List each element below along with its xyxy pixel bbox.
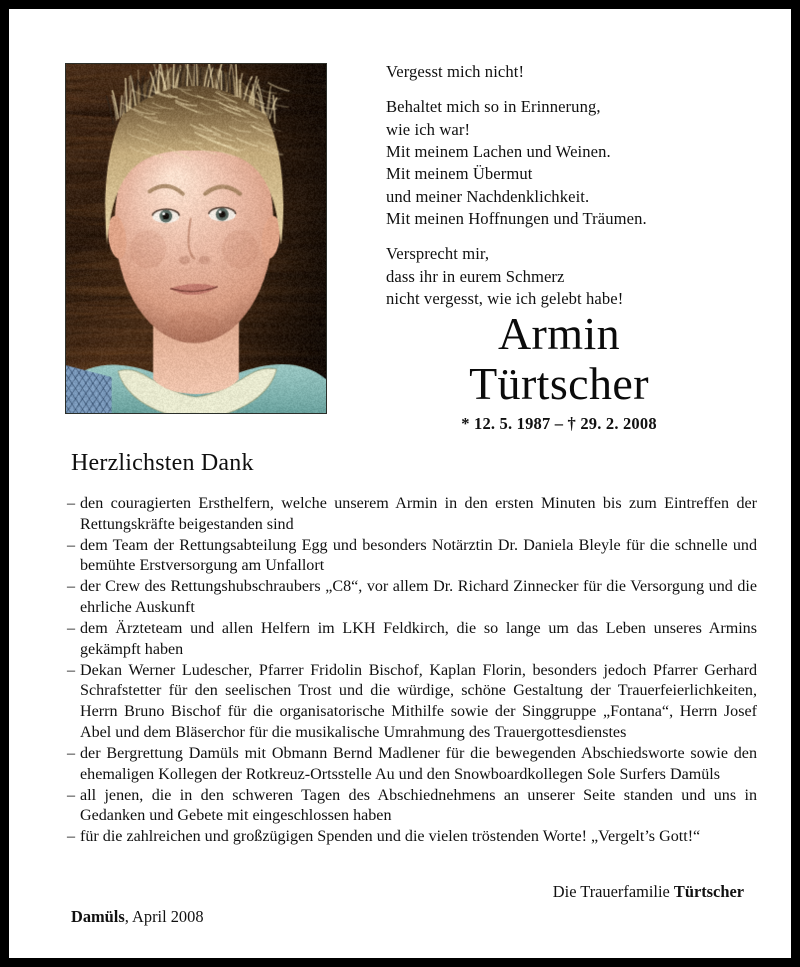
obituary-card [9, 9, 791, 958]
poem-line: nicht vergesst, wie ich gelebt habe! [386, 288, 624, 308]
thanks-list-item: – den couragierten Ersthelfern, welche unserem Armin in den ersten Minuten bis zum Eintreffen der Rettungskräfte beigestanden sind [67, 494, 757, 536]
thanks-list-item: – dem Team der Rettungsabteilung Egg und besonders Notärztin Dr. Daniela Bleyle für die schnelle und bemühte Erstversorgung am Unfallort [67, 536, 757, 578]
thanks-list-item: – für die zahlreichen und großzügigen Spenden und die vielen tröstenden Worte! „Vergelt’s Gott!“ [67, 827, 757, 848]
thanks-heading: Herzlichsten Dank [71, 450, 254, 476]
thanks-list-item: – der Bergrettung Damüls mit Obmann Bernd Madlener für die bewegenden Abschiedsworte sowie den ehemaligen Kollegen der Rotkreuz-Ortsstelle Au und den Snowboardkollegen Sole Surfers Damüls [67, 744, 757, 786]
place-date-separator: , [124, 907, 133, 926]
signature-line [553, 882, 744, 902]
deceased-last-name: Türtscher [469, 357, 649, 409]
deceased-life-dates: * 12. 5. 1987 – † 29. 2. 2008 [461, 414, 657, 434]
thanks-list-item: – der Crew des Rettungshubschraubers „C8“, vor allem Dr. Richard Zinnecker für die Versorgung und die ehrliche Auskunft [67, 577, 757, 619]
memorial-poem [386, 61, 776, 310]
portrait-photo [65, 63, 327, 414]
poem-line: Mit meinem Übermut [386, 164, 533, 184]
poem-stanza [386, 61, 776, 83]
thanks-list-item: – all jenen, die in den schweren Tagen des Abschiednehmens an unserer Seite standen und uns in Gedanken und Gebete mit eingeschlossen haben [67, 786, 757, 828]
poem-line: wie ich war! [386, 119, 471, 139]
poem-line: Versprecht mir, [386, 244, 490, 264]
poem-stanza [386, 96, 776, 230]
poem-line: und meiner Nachdenklichkeit. [386, 186, 590, 206]
signature-family-name: Türtscher [673, 882, 744, 901]
poem-stanza [386, 243, 776, 310]
signature-prefix: Die Trauerfamilie [552, 882, 674, 901]
poem-line: dass ihr in eurem Schmerz [386, 266, 565, 286]
deceased-first-name: Armin [497, 308, 621, 359]
poem-line: Vergesst mich nicht! [386, 62, 525, 81]
publication-date: April 2008 [132, 907, 204, 926]
deceased-name-block [349, 309, 769, 434]
poem-line: Mit meinen Hoffnungen und Träumen. [386, 208, 647, 228]
poem-line: Mit meinem Lachen und Weinen. [386, 141, 611, 161]
poem-line: Behaltet mich so in Erinnerung, [386, 97, 601, 117]
place-name: Damüls [71, 907, 125, 926]
place-and-date [71, 907, 204, 927]
thanks-list [67, 494, 757, 848]
portrait-photo-image [66, 64, 326, 413]
thanks-list-item: – Dekan Werner Ludescher, Pfarrer Fridolin Bischof, Kaplan Florin, besonders jedoch Pfarrer Gerhard Schrafstetter für den seelischen Trost und die würdige, schöne Gestaltung der Trauerfeierlichkeiten, Herrn Bruno Bischof für die organisatorische Mithilfe sowie der Singgruppe „Fontana“, Herrn Josef Abel und dem Bläserchor für die musikalische Umrahmung des Trauergottesdienstes [67, 661, 757, 744]
thanks-list-item: – dem Ärzteteam und allen Helfern im LKH Feldkirch, die so lange um das Leben unseres Armins gekämpft haben [67, 619, 757, 661]
